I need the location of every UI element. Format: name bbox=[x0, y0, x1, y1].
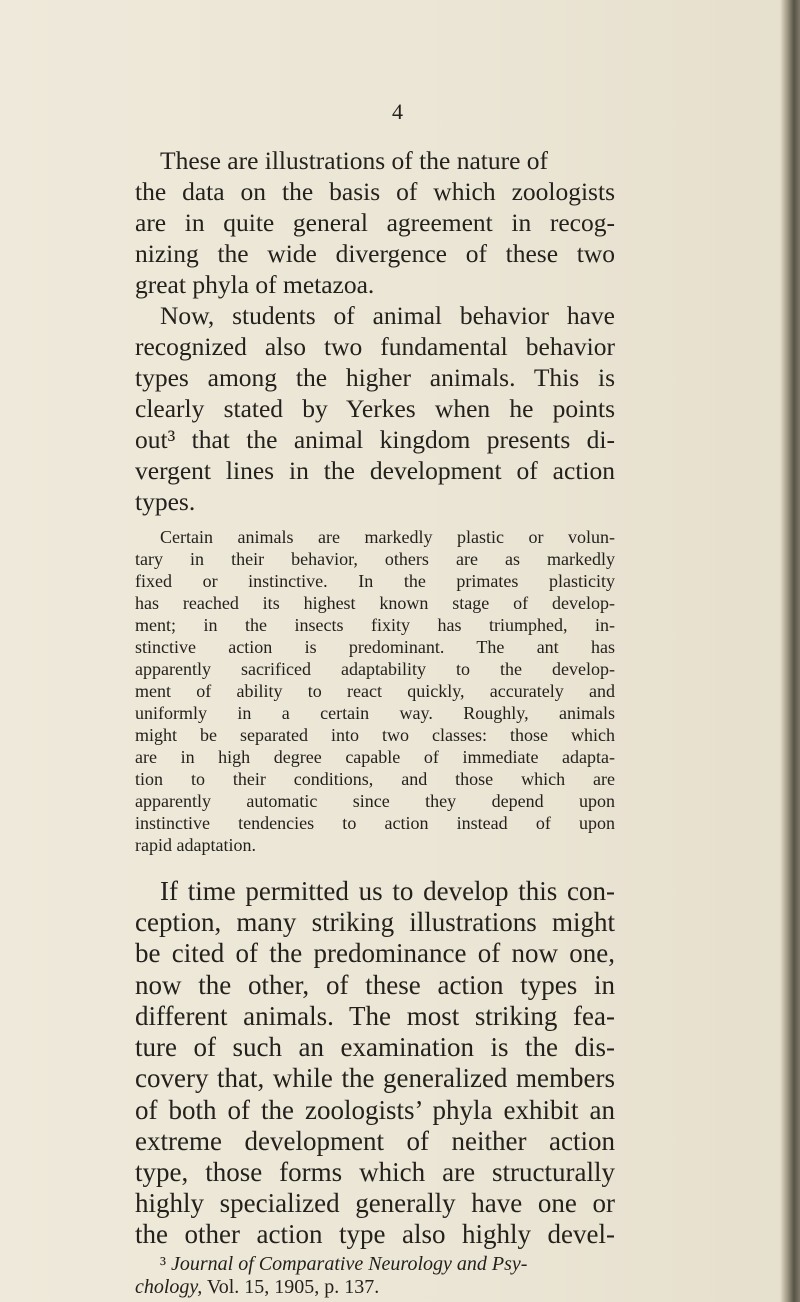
footnote-line bbox=[135, 1276, 379, 1299]
quote-line: fixed or instinctive. In the primates plasticity bbox=[135, 571, 615, 591]
paragraph-line: types among the higher animals. This is bbox=[135, 363, 615, 392]
quote-line: Certain animals are markedly plastic or volun- bbox=[160, 527, 615, 547]
paragraph-line: out³ that the animal kingdom presents di- bbox=[135, 425, 615, 454]
paragraph-line: extreme development of neither action bbox=[135, 1126, 615, 1156]
paragraph-line: recognized also two fundamental behavior bbox=[135, 332, 615, 361]
paragraph-line: different animals. The most striking fea- bbox=[135, 1001, 615, 1031]
quote-line: are in high degree capable of immediate adapta- bbox=[135, 747, 615, 767]
quote-line: stinctive action is predominant. The ant has bbox=[135, 637, 615, 657]
paragraph-line: Now, students of animal behavior have bbox=[160, 301, 615, 330]
page-number: 4 bbox=[392, 99, 403, 124]
quote-line: apparently sacrificed adaptability to the develop- bbox=[135, 659, 615, 679]
paragraph-line: the other action type also highly devel- bbox=[135, 1219, 615, 1249]
paragraph-line: covery that, while the generalized members bbox=[135, 1063, 615, 1093]
footnote-details: Vol. 15, 1905, p. 137. bbox=[202, 1276, 380, 1298]
paragraph-line: ture of such an examination is the dis- bbox=[135, 1032, 615, 1062]
paragraph-line: clearly stated by Yerkes when he points bbox=[135, 394, 615, 423]
paragraph-line: types. bbox=[135, 487, 196, 516]
footnote-line bbox=[160, 1253, 527, 1276]
paragraph-line: nizing the wide divergence of these two bbox=[135, 239, 615, 268]
quote-line: uniformly in a certain way. Roughly, animals bbox=[135, 703, 615, 723]
quote-line: might be separated into two classes: those which bbox=[135, 725, 615, 745]
paragraph-line: are in quite general agreement in recog- bbox=[135, 208, 615, 237]
footnote-journal-cont: chology, bbox=[135, 1276, 203, 1298]
footnote-marker: ³ bbox=[160, 1253, 166, 1275]
quote-line: rapid adaptation. bbox=[135, 835, 256, 855]
quote-line: tion to their conditions, and those which are bbox=[135, 769, 615, 789]
paragraph-line: highly specialized generally have one or bbox=[135, 1188, 615, 1218]
paragraph-line: type, those forms which are structurally bbox=[135, 1157, 615, 1187]
paragraph-line: of both of the zoologists’ phyla exhibit an bbox=[135, 1095, 615, 1125]
quote-line: has reached its highest known stage of develop- bbox=[135, 593, 615, 613]
quote-line: instinctive tendencies to action instead of upon bbox=[135, 813, 615, 833]
paragraph-line: ception, many striking illustrations might bbox=[135, 907, 615, 937]
paragraph-line: great phyla of metazoa. bbox=[135, 270, 375, 299]
quote-line: ment; in the insects fixity has triumphed, in- bbox=[135, 615, 615, 635]
footnote-journal: Journal of Comparative Neurology and Psy- bbox=[171, 1253, 528, 1275]
paragraph-line: the data on the basis of which zoologists bbox=[135, 177, 615, 206]
page-edge-shadow bbox=[780, 0, 800, 1302]
quote-line: ment of ability to react quickly, accurately and bbox=[135, 681, 615, 701]
quote-line: apparently automatic since they depend upon bbox=[135, 791, 615, 811]
paragraph-line: be cited of the predominance of now one, bbox=[135, 938, 615, 968]
paragraph-line: vergent lines in the development of action bbox=[135, 456, 615, 485]
paragraph-line: These are illustrations of the nature of bbox=[160, 146, 549, 175]
paragraph-line: If time permitted us to develop this con- bbox=[160, 876, 615, 906]
paragraph-line: now the other, of these action types in bbox=[135, 970, 615, 1000]
quote-line: tary in their behavior, others are as markedly bbox=[135, 549, 615, 569]
